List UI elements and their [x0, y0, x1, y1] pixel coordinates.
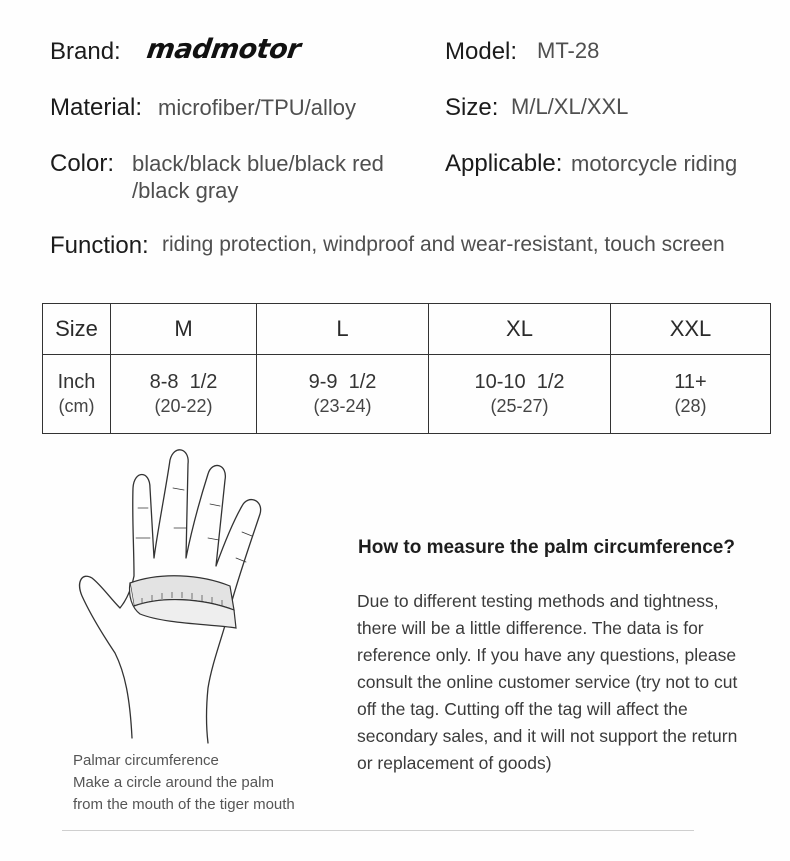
applicable-label: Applicable: — [445, 150, 563, 177]
model-label: Model: — [445, 38, 518, 65]
size-xxl-measure — [611, 355, 771, 434]
measure-body: Due to different testing methods and tightness, there will be a little difference. The data is for reference only. If you have any questions, please consult the online customer service (try not to cut off the tag. Cutting off the tag will affect the secondary sales, and it will not support the return or replacement of goods) — [357, 591, 738, 773]
measure-title: How to measure the palm circumference? — [358, 537, 735, 558]
hand-measure-illustration — [70, 448, 270, 748]
brand-label: Brand: — [50, 38, 121, 65]
brand-logo: madmotor — [144, 34, 303, 65]
size-table-measure-row — [43, 355, 771, 434]
material-label: Material: — [50, 94, 143, 121]
unit-cm-label: (cm) — [58, 396, 95, 416]
size-xxl-inch: 11+ — [674, 371, 707, 393]
color-value-line1: black/black blue/black red — [132, 151, 384, 176]
size-table — [42, 303, 771, 434]
size-l-inch: 9-9 1/2 — [308, 371, 377, 393]
size-xl-header: XL — [429, 304, 611, 355]
unit-inch-label: Inch — [57, 371, 96, 393]
size-value: M/L/XL/XXL — [511, 94, 629, 119]
size-xl-inch: 10-10 1/2 — [474, 371, 565, 393]
material-value: microfiber/TPU/alloy — [158, 95, 357, 120]
unit-label-cell — [43, 355, 111, 434]
size-l-cm: (23-24) — [313, 396, 372, 416]
color-label: Color: — [50, 150, 115, 177]
size-label: Size: — [445, 94, 499, 121]
size-m-inch: 8-8 1/2 — [149, 371, 218, 393]
size-xl-cm: (25-27) — [490, 396, 549, 416]
measuring-tape — [129, 576, 236, 628]
color-value-line2: /black gray — [132, 178, 239, 203]
size-table-header-row — [43, 304, 771, 355]
size-l-measure — [257, 355, 429, 434]
size-m-cm: (20-22) — [154, 396, 213, 416]
caption-line1: Palmar circumference — [73, 752, 219, 769]
size-xxl-header: XXL — [611, 304, 771, 355]
size-m-header: M — [111, 304, 257, 355]
model-value: MT-28 — [537, 38, 600, 63]
function-label: Function: — [50, 232, 149, 259]
size-xxl-cm: (28) — [674, 396, 707, 416]
caption-line2: Make a circle around the palm — [73, 774, 274, 791]
size-header-cell: Size — [43, 304, 111, 355]
size-xl-measure — [429, 355, 611, 434]
applicable-value: motorcycle riding — [571, 151, 738, 176]
size-m-measure — [111, 355, 257, 434]
function-value: riding protection, windproof and wear-resistant, touch screen — [162, 233, 725, 256]
size-l-header: L — [257, 304, 429, 355]
bottom-divider — [62, 830, 694, 831]
caption-line3: from the mouth of the tiger mouth — [73, 796, 295, 813]
